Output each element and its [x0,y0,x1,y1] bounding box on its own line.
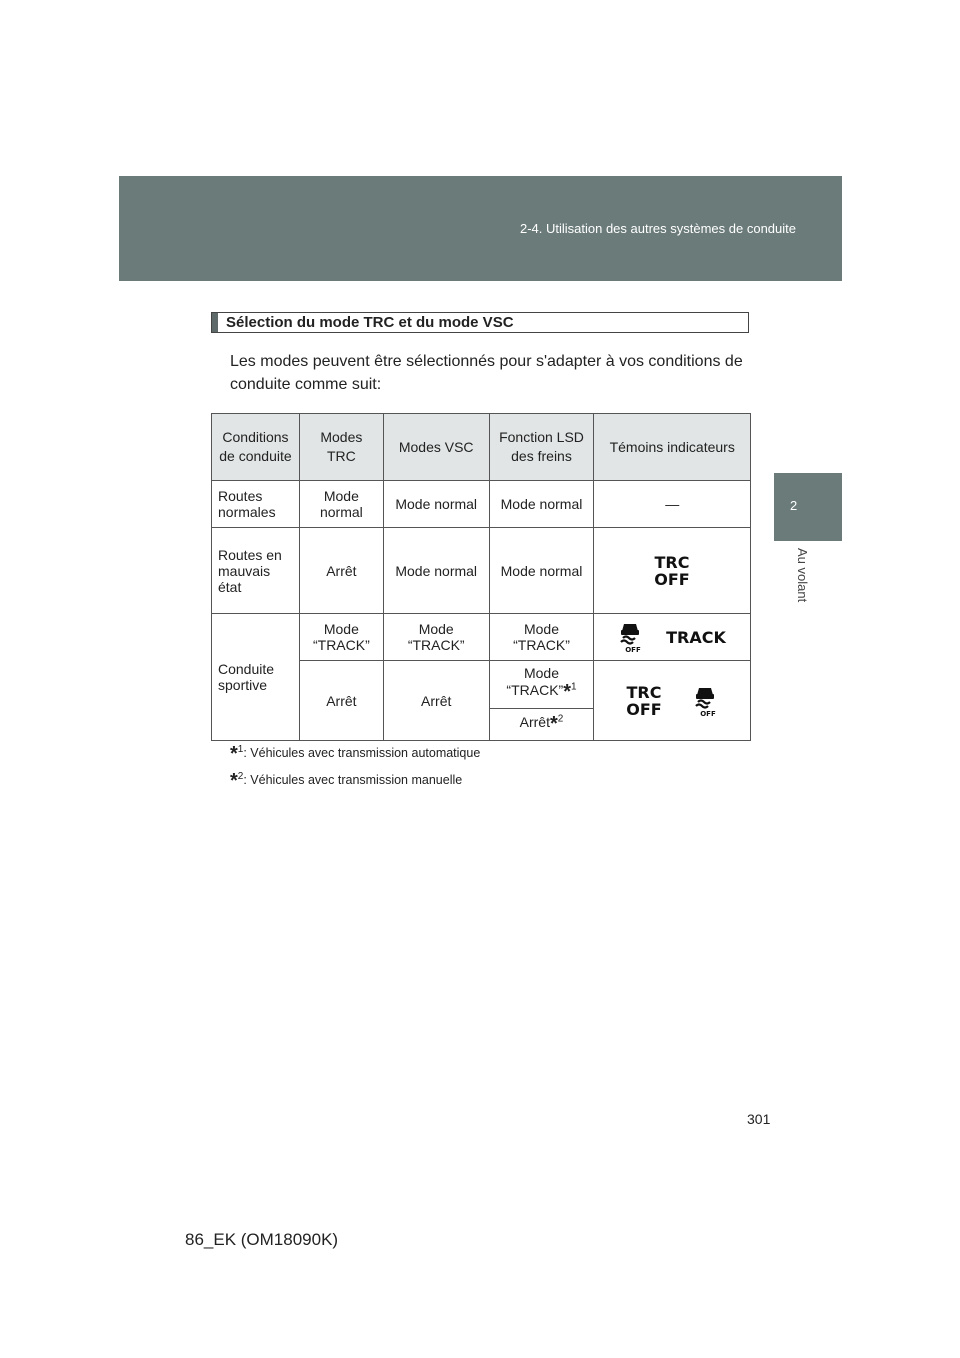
cell-condition: Routes en mauvais état [212,528,300,614]
header-conditions: Conditions de conduite [212,414,300,481]
footnote-ref: 1 [571,681,577,693]
svg-text:TRC: TRC [626,682,662,702]
header-trc-modes: Modes TRC [299,414,383,481]
header-band [119,176,842,281]
trc-off-indicator-icon [652,553,692,589]
section-breadcrumb: 2-4. Utilisation des autres systèmes de conduite [519,221,796,236]
chapter-tab [774,473,842,541]
cell-indicator [594,528,751,614]
cell-trc: Mode “TRACK” [299,614,383,661]
cell-vsc: Mode normal [383,528,489,614]
cell-lsd: Mode normal [489,528,594,614]
page-number: 301 [747,1111,771,1127]
header-indicators: Témoins indicateurs [594,414,751,481]
svg-text:OFF: OFF [626,699,662,719]
cell-indicator: — [594,481,751,528]
table-header-row [212,414,751,481]
svg-text:OFF: OFF [700,709,716,718]
cell-lsd: Mode “TRACK” [489,614,594,661]
table-row [212,528,751,614]
footnote-star: * [549,713,558,735]
intro-paragraph: Les modes peuvent être sélectionnés pour s'adapter à vos conditions de conduite comme suit: [230,353,743,393]
footnote-1 [230,743,480,766]
skid-off-indicator-icon [690,684,720,718]
cell-indicator [594,614,751,661]
trc-off-indicator-icon [624,683,664,719]
section-title-bar [212,313,218,332]
svg-text:TRACK: TRACK [666,628,727,647]
footnote-num: 1 [237,743,244,755]
chapter-label: Au volant [795,548,810,603]
header-vsc-modes: Modes VSC [383,414,489,481]
section-title: Sélection du mode TRC et du mode VSC [226,314,514,331]
section-title-box [211,312,749,333]
cell-lsd-text: Arrêt [519,714,550,730]
footnote-num: 2 [237,770,244,782]
cell-lsd: Mode normal [489,481,594,528]
footnote-text: : Véhicules avec transmission automatique [243,746,481,760]
cell-vsc: Mode “TRACK” [383,614,489,661]
cell-lsd [489,709,594,741]
cell-trc: Arrêt [299,661,383,741]
cell-lsd [489,661,594,709]
modes-table [211,413,751,741]
cell-trc: Mode normal [299,481,383,528]
chapter-number: 2 [790,498,798,513]
footnote-ref: 2 [557,713,564,725]
table-row [212,481,751,528]
cell-condition: Conduite sportive [212,614,300,741]
cell-condition: Routes normales [212,481,300,528]
table-row [212,614,751,661]
header-lsd-function: Fonction LSD des freins [489,414,594,481]
cell-lsd-text: Mode “TRACK” [506,665,564,698]
cell-trc: Arrêt [299,528,383,614]
cell-vsc: Mode normal [383,481,489,528]
svg-text:OFF: OFF [625,646,642,654]
track-indicator-icon [663,626,729,648]
cell-indicator [594,661,751,741]
footnote-star: * [230,770,238,792]
skid-off-indicator-icon [615,620,645,654]
svg-text:OFF: OFF [654,569,690,589]
svg-text:TRC: TRC [654,552,690,572]
footnote-2 [230,770,462,793]
document-code: 86_EK (OM18090K) [185,1230,339,1249]
footnote-text: : Véhicules avec transmission manuelle [243,773,463,787]
cell-vsc: Arrêt [383,661,489,741]
footnote-star: * [230,743,238,765]
footnote-star: * [563,681,571,703]
